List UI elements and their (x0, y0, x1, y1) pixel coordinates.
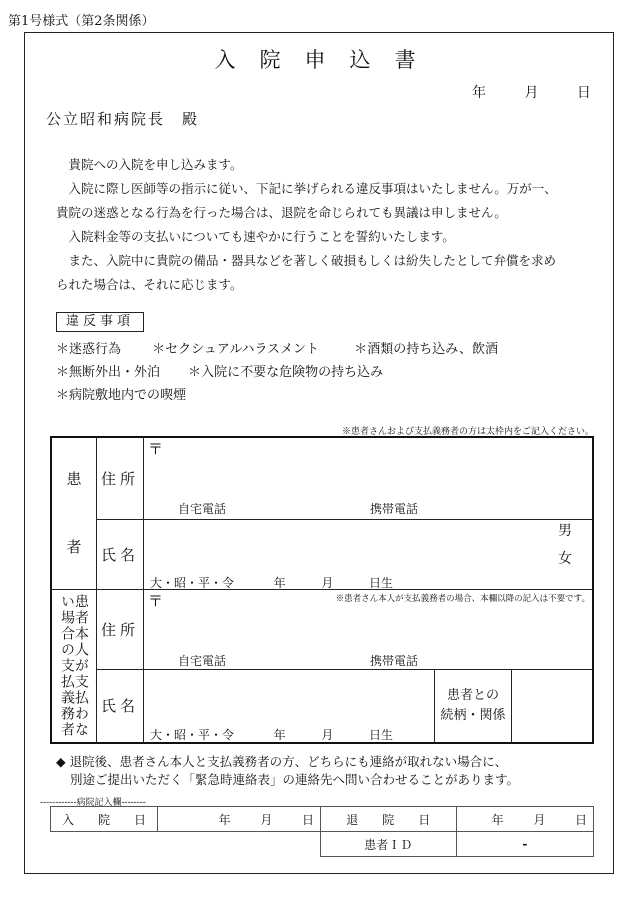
payer-birth-year-label: 年 (273, 727, 286, 742)
fill-instruction-note: ※患者さんおよび支払義務者の方は太枠内をご記入ください。 (341, 427, 594, 437)
discharge-date-field[interactable] (456, 807, 593, 832)
applicant-table (50, 436, 594, 744)
paragraph-2-cont: 貴院の迷惑となる行為を行った場合は、退院を命じられても異議は申しません。 (56, 205, 507, 220)
admission-date-label: 入 院 日 (51, 807, 158, 832)
addressee: 公立昭和病院長 殿 (46, 110, 200, 128)
discharge-date-label: 退 院 日 (321, 807, 457, 832)
violation-item: ＊迷惑行為 (56, 342, 122, 357)
discharge-day-label: 日 (574, 812, 587, 827)
payer-label-cell (51, 589, 97, 743)
declaration-text (56, 153, 596, 297)
patient-name-label: 氏名 (97, 519, 144, 589)
hospital-section-label: ------------病院記入欄-------- (40, 798, 146, 808)
patient-birthdate (150, 574, 393, 591)
admission-day-label: 日 (301, 812, 314, 827)
patient-label-top: 患 (66, 470, 82, 489)
patient-label-cell (51, 437, 97, 589)
mobile-phone-label: 携帯電話 (370, 502, 419, 516)
payer-home-phone-label: 自宅電話 (178, 653, 227, 668)
relation-field[interactable] (512, 669, 594, 743)
paragraph-4: また、入院中に貴院の備品・器具などを著しく破損もしくは紛失したとして弁償を求め (68, 253, 557, 268)
patient-name-field[interactable] (144, 519, 594, 589)
contact-note (56, 753, 519, 789)
patient-label-bottom: 者 (66, 538, 82, 557)
admission-year-label: 年 (218, 812, 231, 827)
violation-item: ＊病院敷地内での喫煙 (56, 388, 187, 403)
discharge-month-label: 月 (533, 812, 546, 827)
paragraph-1: 貴院への入院を申し込みます。 (68, 157, 243, 172)
contact-note-line1: ◆ 退院後、患者さん本人と支払義務者の方、どちらにも連絡が取れない場合に、 (56, 754, 508, 769)
hospital-table (50, 806, 594, 857)
patient-id-field[interactable]: - (456, 832, 593, 857)
postal-mark: 〒 (148, 440, 164, 458)
birth-year-label: 年 (273, 575, 286, 590)
violation-item: ＊入院に不要な危険物の持ち込み (188, 365, 384, 380)
patient-id-label: 患者ＩＤ (321, 832, 457, 857)
payer-name-field[interactable] (144, 669, 435, 743)
patient-address-label: 住所 (97, 437, 144, 519)
payer-birthdate (150, 726, 393, 743)
patient-address-field[interactable] (144, 437, 594, 519)
violation-item: ＊無断外出・外泊 (56, 365, 161, 380)
paragraph-2: 入院に際し医師等の指示に従い、下記に挙げられる違反事項はいたしません。万が一、 (68, 181, 557, 196)
relation-label-line1: 患者との (446, 687, 499, 703)
sex-male-option[interactable]: 男 (558, 522, 572, 539)
date-day-label: 日 (576, 85, 591, 101)
payer-postal-mark: 〒 (148, 591, 164, 610)
relation-label-line2: 続柄・関係 (440, 707, 506, 723)
contact-note-line2: 別途ご提出いただく「緊急時連絡表」の連絡先へ問い合わせることがあります。 (70, 772, 520, 787)
payer-label: 患者本人が支払わない場合の支払義務者 (59, 593, 89, 738)
payer-birth-month-label: 月 (321, 727, 334, 742)
sex-female-option[interactable]: 女 (558, 550, 572, 567)
date-month-label: 月 (524, 85, 539, 101)
admission-date-field[interactable] (158, 807, 321, 832)
application-date (472, 82, 591, 102)
home-phone-label: 自宅電話 (178, 502, 227, 516)
era-options: 大・昭・平・令 (150, 575, 235, 590)
payer-birth-day-label: 日生 (369, 727, 394, 742)
violations-header: 違反事項 (56, 312, 144, 332)
payer-name-label: 氏名 (97, 669, 144, 743)
birth-day-label: 日生 (369, 575, 394, 590)
paragraph-3: 入院料金等の支払いについても速やかに行うことを誓約いたします。 (68, 229, 455, 244)
date-year-label: 年 (472, 85, 486, 101)
payer-note: ※患者さん本人が支払義務者の場合、本欄以降の記入は不要です。 (335, 593, 590, 604)
violation-item: ＊セクシュアルハラスメント (152, 342, 320, 357)
birth-month-label: 月 (321, 575, 334, 590)
paragraph-4-cont: られた場合は、それに応じます。 (56, 277, 243, 292)
payer-mobile-phone-label: 携帯電話 (370, 653, 419, 668)
violations-list (56, 338, 498, 407)
form-id: 第1号様式（第2条関係） (8, 14, 155, 29)
payer-era-options: 大・昭・平・令 (150, 727, 235, 742)
violation-item: ＊酒類の持ち込み、飲酒 (354, 342, 499, 357)
admission-month-label: 月 (260, 812, 273, 827)
discharge-year-label: 年 (491, 812, 504, 827)
payer-address-field[interactable] (144, 589, 594, 669)
page-title: 入院申込書 (214, 48, 440, 72)
payer-address-label: 住所 (97, 589, 144, 669)
relation-label (435, 669, 512, 743)
